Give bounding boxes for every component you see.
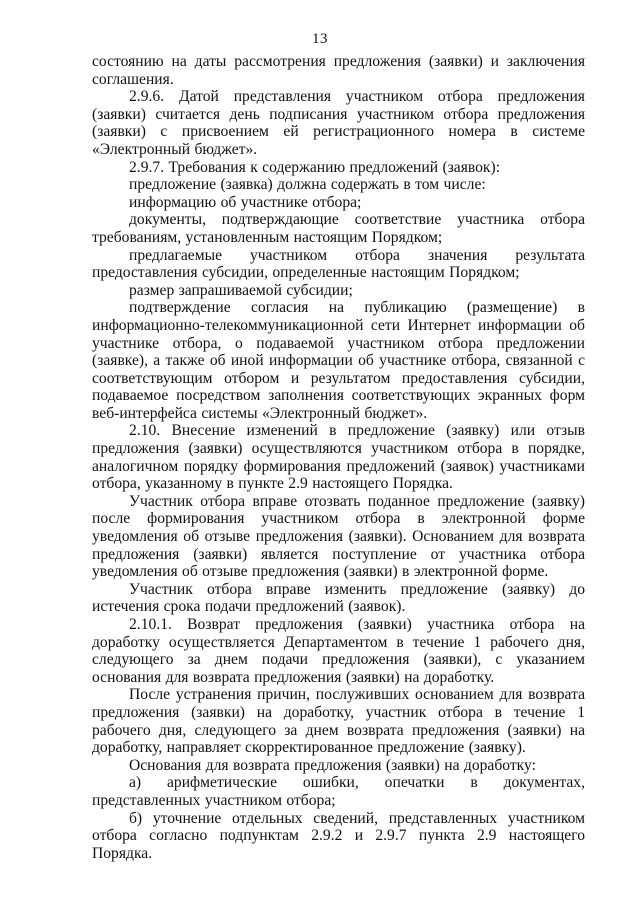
paragraph: а) арифметические ошибки, опечатки в документах, представленных участником отбора;	[92, 774, 585, 809]
paragraph: Основания для возврата предложения (заявки) на доработку:	[129, 756, 536, 774]
paragraph: Участник отбора вправе отозвать поданное предложение (заявку) после формирования участником отбора в электронной форме уведомления об отзыве предложения (заявки). Основанием для возврата предложения (заявки) является поступление от участника отбора уведомления об отзыве предложения (заявки) в электронной форме.	[92, 492, 585, 581]
paragraph: После устранения причин, послуживших основанием для возврата предложения (заявки) на доработку, участник отбора в течение 1 рабочего дня, следующего за днем возврата предложения (заявки) на доработку, направляет скорректированное предложение (заявку).	[92, 686, 585, 757]
paragraph: Участник отбора вправе изменить предложение (заявку) до истечения срока подачи предложений (заявок).	[92, 580, 585, 616]
paragraph: информацию об участнике отбора;	[129, 193, 362, 211]
paragraph: предлагаемые участником отбора значения результата предоставления субсидии, определенные настоящим Порядком;	[92, 246, 585, 282]
paragraph: 2.9.6. Датой представления участником отбора предложения (заявки) считается день подписания участником отбора предложения (заявки) с присвоением ей регистрационного номера в системе «Электронный бюджет».	[92, 88, 585, 158]
paragraph: предложение (заявка) должна содержать в том числе:	[129, 176, 486, 194]
paragraph: размер запрашиваемой субсидии;	[129, 281, 353, 299]
paragraph: 2.9.7. Требования к содержанию предложений (заявок):	[129, 158, 501, 176]
paragraph: подтверждение согласия на публикацию (размещение) в информационно-телекоммуникационной сети Интернет информации об участнике отбора, о подаваемой участником отбора предложении (заявке), а также об иной информации об участнике отбора, связанной с соответствующим отбором и результатом предоставления субсидии, подаваемое посредством заполнения соответствующих экранных форм веб-интерфейса системы «Электронный бюджет».	[92, 299, 585, 422]
page-number: 13	[312, 31, 328, 47]
document-text	[92, 53, 585, 862]
paragraph: б) уточнение отдельных сведений, представленных участником отбора согласно подпунктам 2.9.2 и 2.9.7 пункта 2.9 настоящего Порядка.	[92, 809, 585, 862]
paragraph: документы, подтверждающие соответствие участника отбора требованиям, установленным настоящим Порядком;	[92, 211, 585, 246]
paragraph: 2.10. Внесение изменений в предложение (заявку) или отзыв предложения (заявки) осуществляются участником отбора в порядке, аналогичном порядку формирования предложений (заявок) участниками отбора, указанному в пункте 2.9 настоящего Порядка.	[92, 422, 585, 493]
paragraph: состоянию на даты рассмотрения предложения (заявки) и заключения соглашения.	[92, 53, 585, 88]
paragraph: 2.10.1. Возврат предложения (заявки) участника отбора на доработку осуществляется Департаментом в течение 1 рабочего дня, следующего за днем подачи предложения (заявки), с указанием основания для возврата предложения (заявки) на доработку.	[92, 616, 585, 686]
